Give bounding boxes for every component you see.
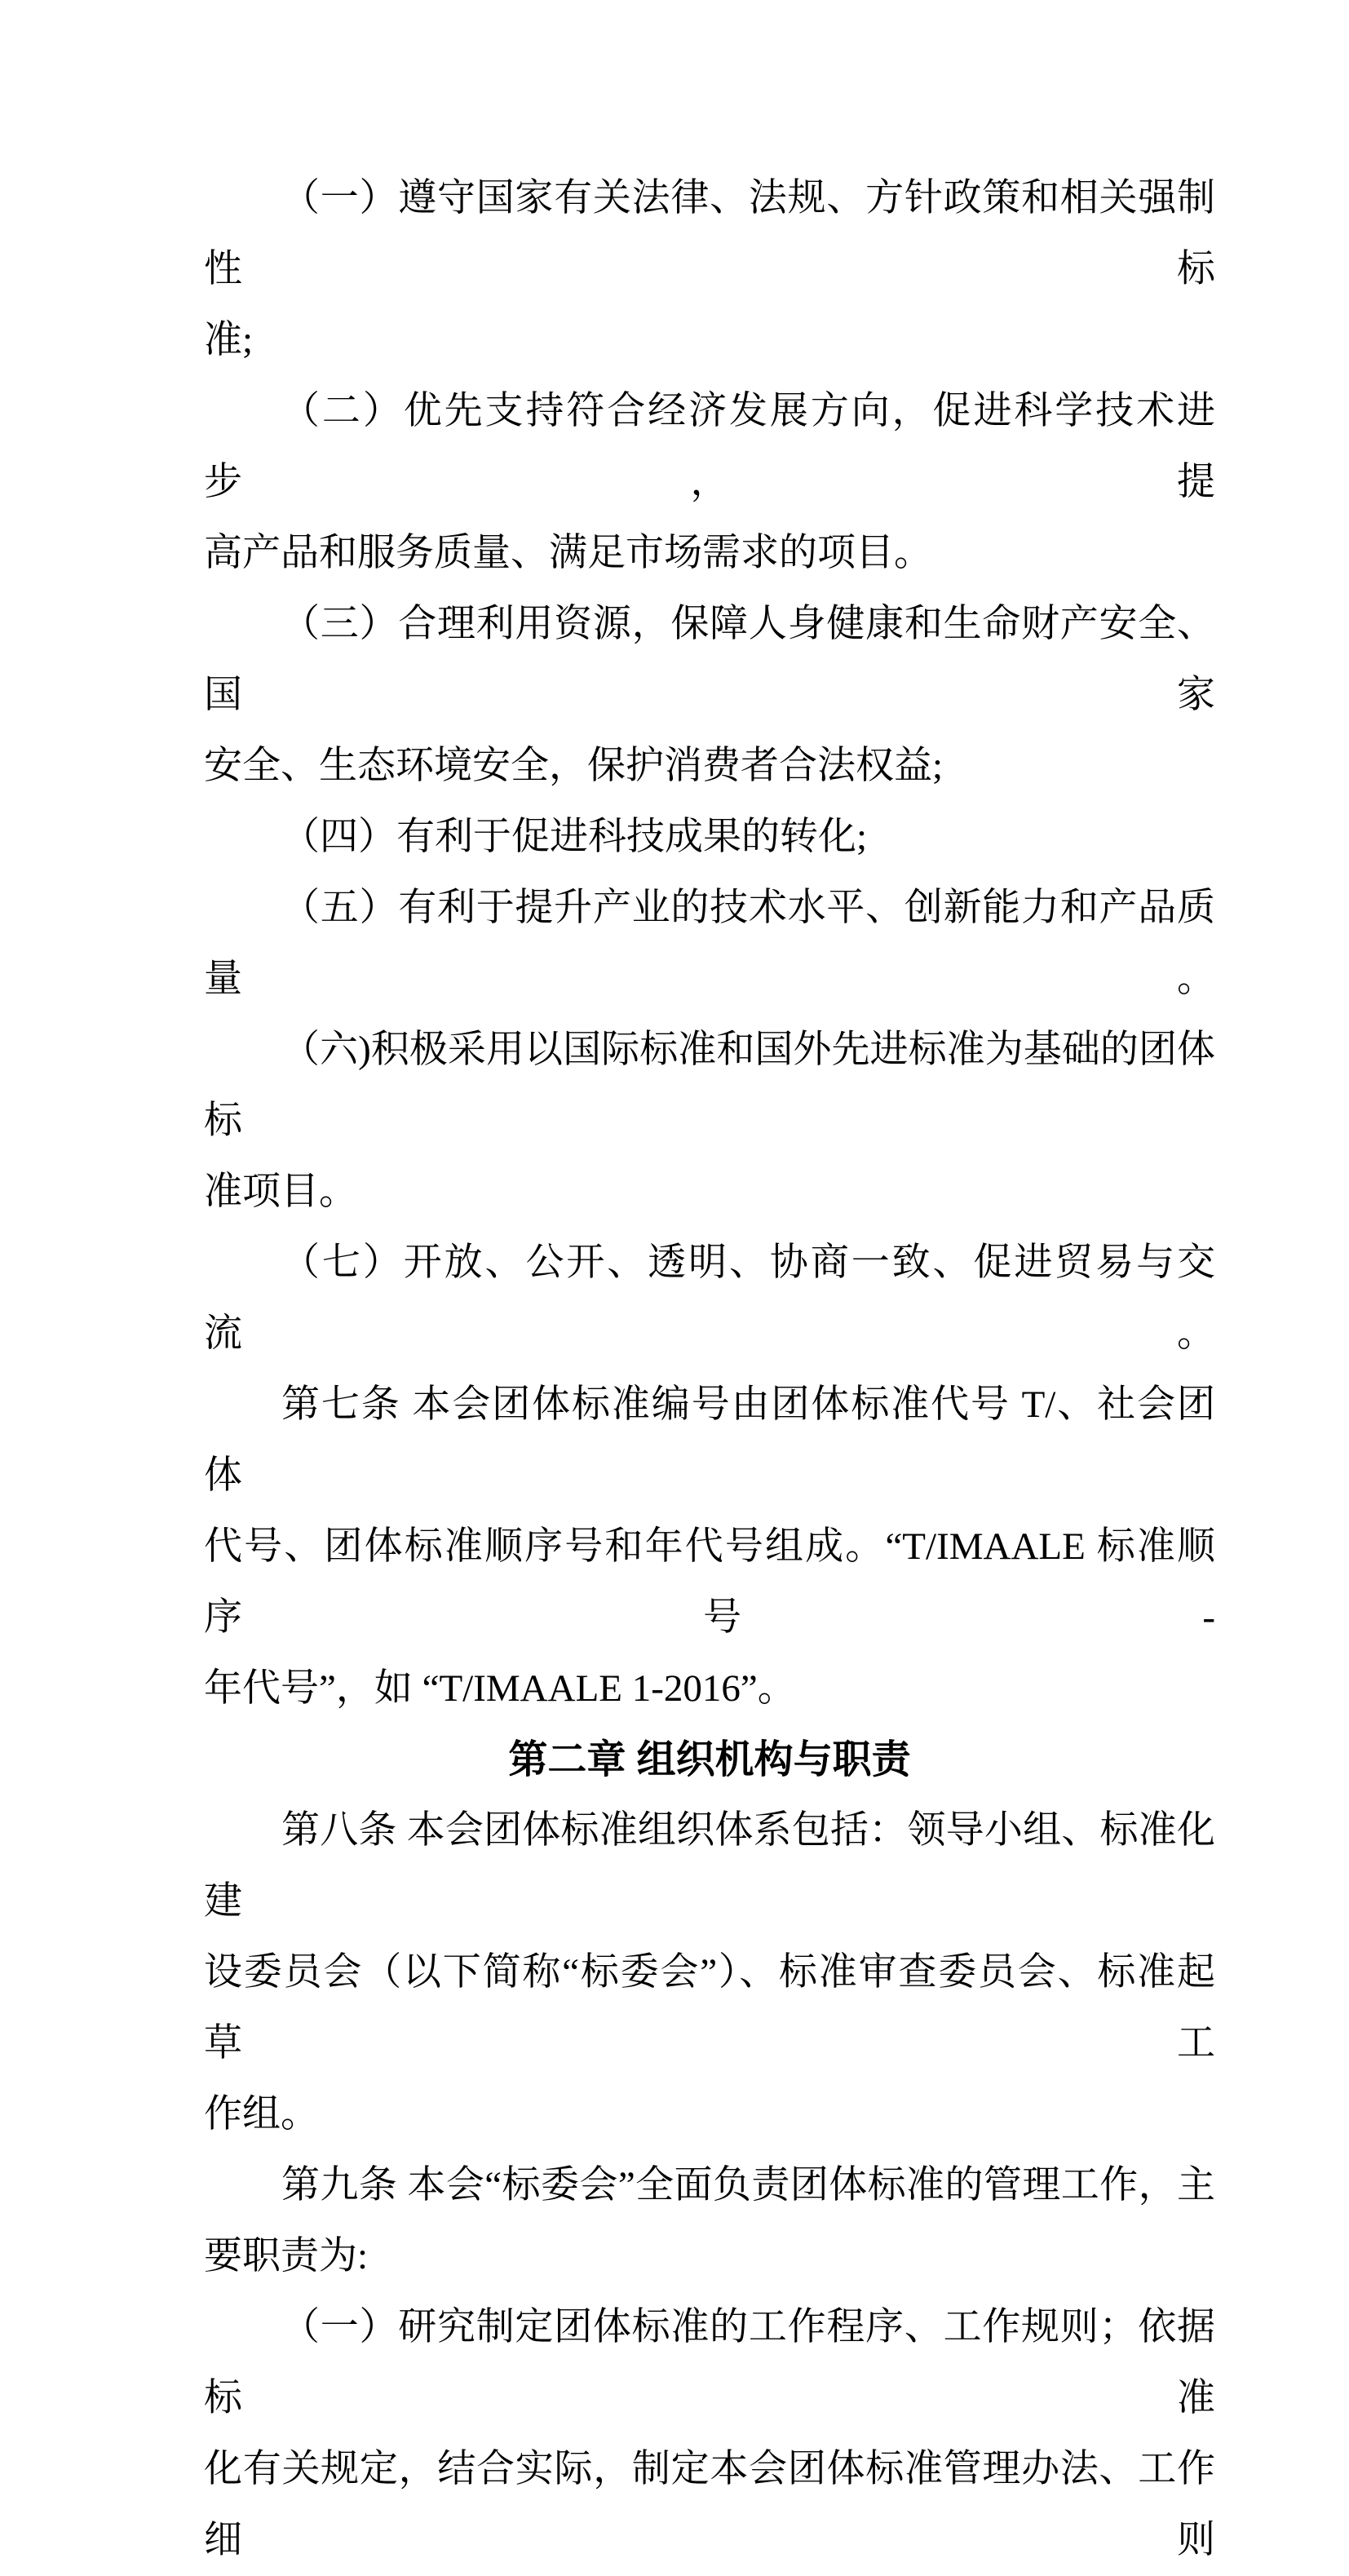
text-line: 年代号”，如 “T/IMAALE 1-2016”。 bbox=[204, 1667, 796, 1710]
text-line: （一）研究制定团体标准的工作程序、工作规则；依据标准 bbox=[204, 2306, 1215, 2419]
text-line: 第七条 本会团体标准编号由团体标准代号 T/、社会团体 bbox=[204, 1383, 1215, 1497]
text-line: 化有关规定，结合实际，制定本会团体标准管理办法、工作细则 bbox=[204, 2448, 1215, 2561]
text-line: （七）开放、公开、透明、协商一致、促进贸易与交流。 bbox=[204, 1242, 1215, 1355]
chapter-heading: 第二章 组织机构与职责 bbox=[508, 1738, 911, 1782]
text-line: （六)积极采用以国际标准和国外先进标准为基础的团体标 bbox=[204, 1029, 1215, 1142]
text-line: 设委员会（以下简称“标委会”）、标准审查委员会、标准起草工 bbox=[204, 1951, 1215, 2065]
text-line: 要职责为: bbox=[204, 2235, 369, 2277]
text-line: 安全、生态环境安全，保护消费者合法权益; bbox=[204, 745, 944, 787]
text-line: （三）合理利用资源，保障人身健康和生命财产安全、国家 bbox=[204, 603, 1215, 716]
document-body bbox=[204, 163, 1215, 2576]
text-line: （五）有利于提升产业的技术水平、创新能力和产品质量。 bbox=[204, 887, 1215, 1000]
text-line: 准; bbox=[204, 319, 254, 361]
text-line: （四）有利于促进科技成果的转化; bbox=[281, 816, 868, 858]
text-line: 高产品和服务质量、满足市场需求的项目。 bbox=[204, 532, 932, 574]
text-line: 第九条 本会“标委会”全面负责团体标准的管理工作，主 bbox=[281, 2164, 1215, 2206]
text-line: （一）遵守国家有关法律、法规、方针政策和相关强制性标 bbox=[204, 177, 1215, 290]
text-line: 代号、团体标准顺序号和年代号组成。“T/IMAALE 标准顺序号- bbox=[204, 1525, 1215, 1639]
text-line: 作组。 bbox=[204, 2093, 319, 2136]
text-line: （二）优先支持符合经济发展方向，促进科学技术进步，提 bbox=[204, 390, 1215, 503]
text-line: 第八条 本会团体标准组织体系包括：领导小组、标准化建 bbox=[204, 1809, 1215, 1923]
text-line: 准项目。 bbox=[204, 1171, 357, 1213]
